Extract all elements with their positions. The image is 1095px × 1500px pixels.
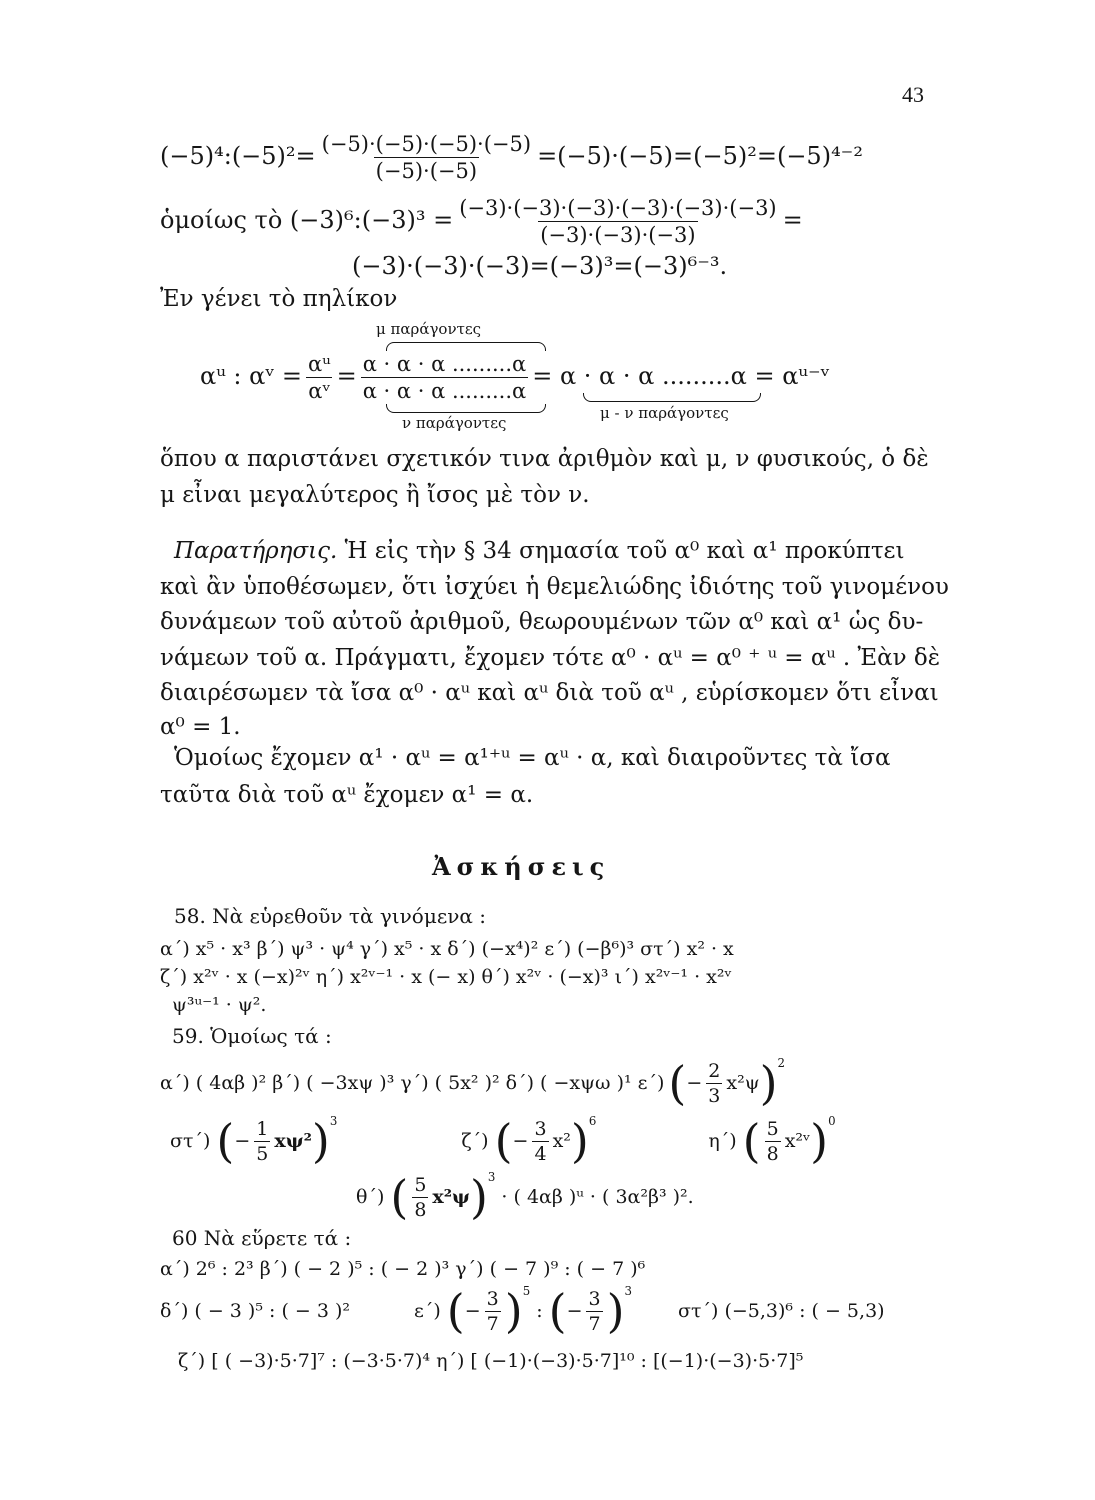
ex59-items-a-e: α΄) ( 4αβ )² β΄) ( −3xψ )³ γ΄) ( 5x² )² δ΄) ( −xψω )¹ ε΄) — [160, 1072, 665, 1094]
ex58-title: 58. Νὰ εὑρεθοῦν τὰ γινόμενα : — [174, 904, 486, 928]
ex59-h-fraction — [765, 1118, 781, 1165]
ex59-st-den: 5 — [256, 1142, 269, 1165]
where-line-1: ὅπου α παριστάνει σχετικόν τινα ἀριθμὸν καὶ μ, ν φυσικούς, ὁ δὲ — [160, 446, 929, 472]
remark-line-7: Ὁμοίως ἔχομεν α¹ · αᵘ = α¹⁺ᵘ = αᵘ · α, καὶ διαιροῦντες τὰ ἴσα — [174, 745, 891, 771]
mu-minus-nu-factors-label: μ - ν παράγοντες — [600, 404, 729, 422]
ex59-h-den: 8 — [766, 1142, 779, 1165]
ex58-line-1: α΄) x⁵ · x³ β΄) ψ³ · ψ⁴ γ΄) x⁵ · x δ΄) (−x⁴)² ε΄) (−β⁶)³ στ΄) x² · x — [160, 938, 734, 960]
ex59-st-label: στ΄) — [170, 1130, 211, 1152]
ex59-line-1: α΄) ( 4αβ )² β΄) ( −3xψ )³ γ΄) ( 5x² )² δ΄) ( −xψω )¹ ε΄) ( − $\frac{2}{3}$ x²ψ ) $^2$ — [160, 1056, 786, 1110]
mu-factors-label: μ παράγοντες — [376, 320, 482, 338]
ex59-th-exponent: 3 — [487, 1170, 496, 1184]
remark-line-2: καὶ ἂν ὑποθέσωμεν, ὅτι ἰσχύει ἡ θεμελιώδης ἰδιότης τοῦ γινομένου — [160, 574, 949, 600]
general-fraction-1 — [306, 352, 333, 403]
ex59-e-tail: x²ψ — [726, 1072, 760, 1094]
ex59-line-2: στ΄) ( − $\frac{1}{5}$ xψ² ) $^3$ ζ΄) ( − $\frac{3}{4}$ x² ) $^6$ η΄) ( $\frac{5}{8}$ x²ᵛ ) $^0$ — [170, 1114, 836, 1168]
ex59-z-label: ζ΄) — [461, 1130, 489, 1152]
bottom-left-brace — [386, 404, 546, 413]
ex59-z-den: 4 — [534, 1142, 547, 1165]
ex59-h-label: η΄) — [708, 1130, 737, 1152]
ex59-st-num: 1 — [256, 1117, 269, 1140]
fraction-1-denominator: αᵛ — [308, 379, 331, 403]
remark-title: Παρατήρησις. — [174, 538, 338, 564]
general-middle: = α · α · α ......... — [532, 362, 731, 390]
ex59-e-den: 3 — [708, 1084, 721, 1107]
ex60-e1-exponent: 5 — [522, 1284, 531, 1298]
ex59-z-exponent: 6 — [588, 1114, 597, 1128]
eq1-rhs: =(−5)·(−5)=(−5)²=(−5)⁴⁻² — [537, 142, 863, 170]
eq1-fraction — [320, 132, 533, 183]
ex59-th-label: θ΄) — [356, 1186, 385, 1208]
ex59-h-num: 5 — [766, 1117, 779, 1140]
equation-2-continued: (−3)·(−3)·(−3)=(−3)³=(−3)⁶⁻³. — [352, 252, 728, 280]
eq2-fraction — [457, 196, 778, 247]
ex59-title: 59. Ὁμοίως τά : — [172, 1024, 332, 1048]
ex60-e-fraction-1 — [485, 1288, 501, 1335]
ex58-line-2: ζ΄) x²ᵛ · x (−x)²ᵛ η΄) x²ᵛ⁻¹ · x (− x) θ΄) x²ᵛ · (−x)³ ι΄) x²ᵛ⁻¹ · x²ᵛ — [160, 966, 732, 988]
eq2-lhs: ὁμοίως τὸ (−3)⁶:(−3)³ = — [160, 206, 454, 234]
remark-line-1 — [174, 538, 904, 564]
ex60-line-3: ζ΄) [ ( −3)·5·7]⁷ : (−3·5·7)⁴ η΄) [ (−1)·(−3)·5·7]¹⁰ : [(−1)·(−3)·5·7]⁵ — [178, 1350, 804, 1372]
ex59-st-fraction — [254, 1118, 270, 1165]
ex59-e-exponent: 2 — [777, 1056, 786, 1070]
ex60-title: 60 Νὰ εὕρετε τά : — [172, 1226, 352, 1250]
general-equals: = — [336, 362, 357, 390]
ex60-e2-den: 7 — [588, 1312, 601, 1335]
equation-2 — [160, 196, 803, 247]
ex59-z-num: 3 — [534, 1117, 547, 1140]
remark-line-4: νάμεων τοῦ α. Πράγματι, ἔχομεν τότε α⁰ · αᵘ = α⁰ ⁺ ᵘ = αᵘ . Ἐὰν δὲ — [160, 645, 941, 671]
ex60-e1-den: 7 — [486, 1312, 499, 1335]
eq1-lhs: (−5)⁴:(−5)²= — [160, 142, 316, 170]
eq2-rhs: = — [782, 206, 803, 234]
fraction-2-denominator: α · α · α .........α — [362, 379, 527, 403]
ex60-e-label: ε΄) — [414, 1300, 441, 1322]
general-fraction-2 — [361, 352, 529, 403]
ex60-e1-num: 3 — [486, 1287, 499, 1310]
nu-factors-label: ν παράγοντες — [402, 414, 507, 432]
ex59-th-fraction — [412, 1174, 428, 1221]
fraction-1-numerator: αᵘ — [308, 352, 331, 376]
ex59-e-num: 2 — [708, 1059, 721, 1082]
exercises-heading: Ἀσκήσεις — [432, 852, 611, 881]
ex59-z-tail: x² — [552, 1130, 571, 1152]
ex59-th-num: 5 — [414, 1173, 427, 1196]
ex60-st: στ΄) (−5,3)⁶ : ( − 5,3) — [678, 1300, 885, 1322]
ex60-e-fraction-2 — [586, 1288, 602, 1335]
ex59-st-tail: xψ² — [274, 1130, 312, 1152]
eq2-denominator: (−3)·(−3)·(−3) — [540, 223, 696, 247]
ex59-st-exponent: 3 — [329, 1114, 338, 1128]
fraction-2-numerator: α · α · α .........α — [362, 352, 527, 376]
equation-1 — [160, 132, 863, 183]
general-lhs: αᵘ : αᵛ = — [200, 362, 303, 390]
ex59-h-exponent: 0 — [828, 1114, 836, 1128]
general-tail: α = αᵘ⁻ᵛ — [730, 362, 830, 390]
general-intro: Ἐν γένει τὸ πηλίκον — [160, 286, 398, 312]
ex59-h-tail: x²ᵛ — [784, 1130, 811, 1152]
ex60-e2-exponent: 3 — [624, 1284, 633, 1298]
remark-line-3: δυνάμεων τοῦ αὐτοῦ ἀριθμοῦ, θεωρουμένων τῶν α⁰ καὶ α¹ ὡς δυ- — [160, 609, 924, 635]
remark-line-6: α⁰ = 1. — [160, 714, 241, 740]
ex59-e-fraction — [706, 1060, 722, 1107]
remark-line-5: διαιρέσωμεν τὰ ἴσα α⁰ · αᵘ καὶ αᵘ διὰ τοῦ αᵘ , εὑρίσκομεν ὅτι εἶναι — [160, 680, 939, 706]
ex58-line-3: ψ³ᵘ⁻¹ · ψ². — [172, 994, 267, 1016]
ex60-e2-num: 3 — [588, 1287, 601, 1310]
top-brace — [386, 342, 546, 351]
ex59-th-den: 8 — [414, 1198, 427, 1221]
ex59-line-3: θ΄) ( $\frac{5}{8}$ x²ψ ) $^3$ · ( 4αβ )ᵘ · ( 3α²β³ )². — [356, 1170, 694, 1224]
remark-text-1: Ἡ εἰς τὴν § 34 σημασία τοῦ α⁰ καὶ α¹ προκύπτει — [344, 538, 905, 564]
page-number: 43 — [902, 82, 924, 107]
ex60-e-colon: : — [536, 1300, 543, 1322]
eq1-numerator: (−5)·(−5)·(−5)·(−5) — [321, 132, 532, 156]
ex60-line-1: α΄) 2⁶ : 2³ β΄) ( − 2 )⁵ : ( − 2 )³ γ΄) ( − 7 )⁹ : ( − 7 )⁶ — [160, 1258, 646, 1280]
ex59-th-rest: · ( 4αβ )ᵘ · ( 3α²β³ )². — [501, 1186, 694, 1208]
ex60-d: δ΄) ( − 3 )⁵ : ( − 3 )² — [160, 1300, 351, 1322]
remark-line-8: ταῦτα διὰ τοῦ αᵘ ἔχομεν α¹ = α. — [160, 782, 534, 808]
eq1-denominator: (−5)·(−5) — [375, 159, 478, 183]
ex59-z-fraction — [532, 1118, 548, 1165]
ex59-th-tail: x²ψ — [432, 1186, 470, 1208]
ex59-e-close-paren: ) — [759, 1056, 778, 1110]
eq2-numerator: (−3)·(−3)·(−3)·(−3)·(−3)·(−3) — [459, 196, 777, 220]
ex60-line-2: δ΄) ( − 3 )⁵ : ( − 3 )² ε΄) ( − $\frac{3}{7}$ ) $^5$ : ( − $\frac{3}{7}$ ) $^3$ στ΄) (−5,3)⁶ : ( − 5,3) — [160, 1284, 885, 1338]
bottom-right-brace — [583, 393, 761, 402]
ex59-e-open-paren: ( — [668, 1056, 687, 1110]
where-line-2: μ εἶναι μεγαλύτερος ἢ ἴσος μὲ τὸν ν. — [160, 482, 590, 508]
